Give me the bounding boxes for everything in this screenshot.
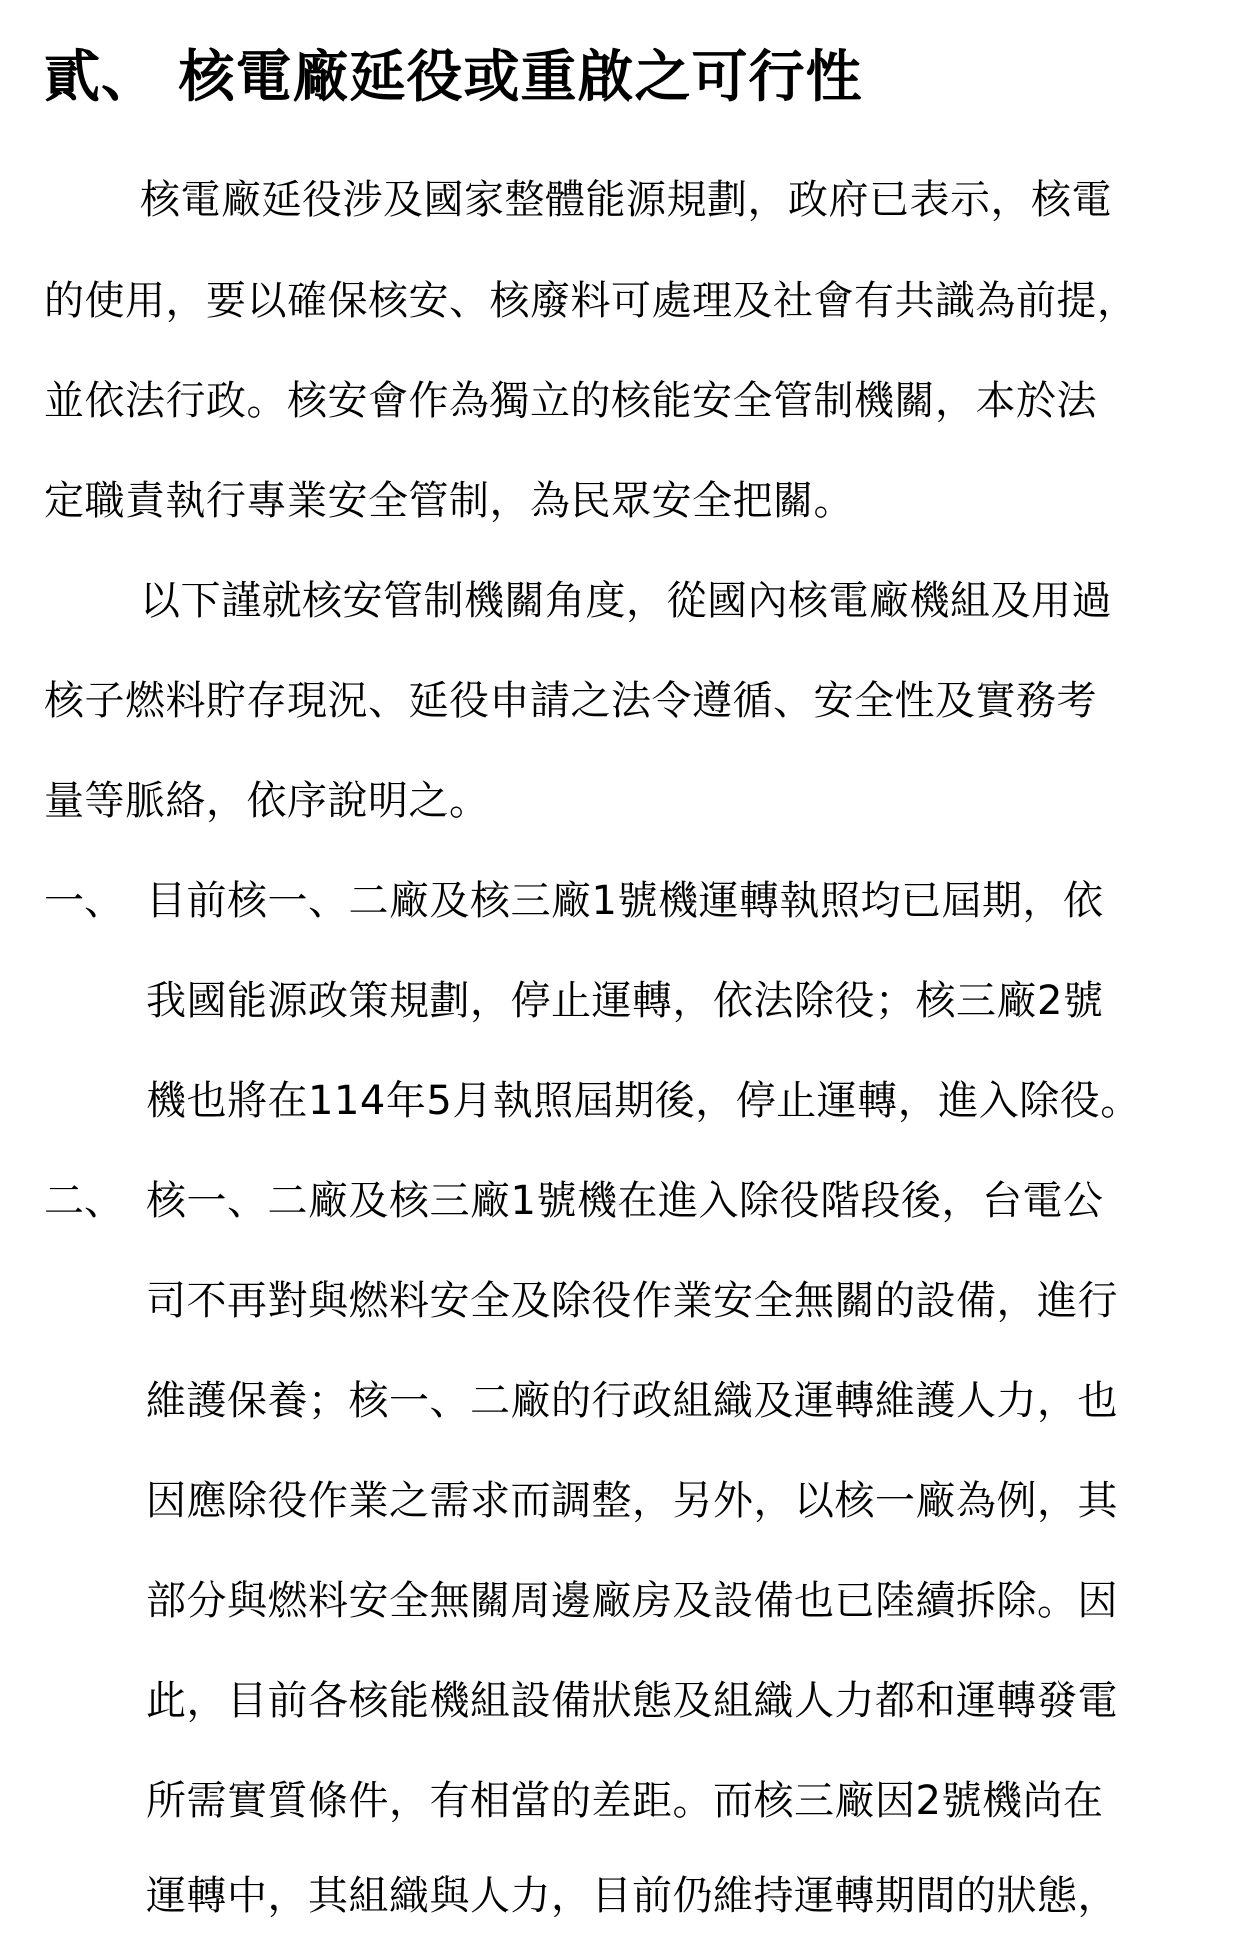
paragraph-line: 量等脈絡，依序說明之。 (44, 778, 490, 824)
list-item-line: 機也將在114年5月執照屆期後，停止運轉，進入除役。 (146, 1078, 1141, 1124)
list-item-line: 核一、二廠及核三廠1號機在進入除役階段後，台電公 (146, 1178, 1104, 1224)
paragraph-line: 核子燃料貯存現況、延役申請之法令遵循、安全性及實務考 (44, 678, 1097, 724)
list-marker: 二、 (44, 1178, 124, 1224)
list-item-line: 部分與燃料安全無關周邊廠房及設備也已陸續拆除。因 (146, 1578, 1118, 1624)
section-heading: 貳、 核電廠延役或重啟之可行性 (44, 45, 863, 110)
paragraph-line: 以下謹就核安管制機關角度，從國內核電廠機組及用過 (140, 578, 1112, 624)
paragraph-line: 並依法行政。核安會作為獨立的核能安全管制機關，本於法 (44, 378, 1097, 424)
list-item-line: 此，目前各核能機組設備狀態及組織人力都和運轉發電 (146, 1678, 1118, 1724)
list-marker: 一、 (44, 878, 124, 924)
list-item-line: 維護保養；核一、二廠的行政組織及運轉維護人力，也 (146, 1378, 1118, 1424)
list-item-line: 目前核一、二廠及核三廠1號機運轉執照均已屆期，依 (146, 878, 1104, 924)
list-item-line: 我國能源政策規劃，停止運轉，依法除役；核三廠2號 (146, 978, 1104, 1024)
paragraph-line: 核電廠延役涉及國家整體能源規劃，政府已表示，核電 (140, 177, 1112, 223)
paragraph-line: 定職責執行專業安全管制，為民眾安全把關。 (44, 478, 854, 524)
list-item-line: 因應除役作業之需求而調整，另外，以核一廠為例，其 (146, 1478, 1118, 1524)
paragraph-line: 的使用，要以確保核安、核廢料可處理及社會有共識為前提， (44, 278, 1138, 324)
list-item-line: 司不再對與燃料安全及除役作業安全無關的設備，進行 (146, 1278, 1118, 1324)
list-item-line: 所需實質條件，有相當的差距。而核三廠因2號機尚在 (146, 1778, 1104, 1824)
list-item-line: 運轉中，其組織與人力，目前仍維持運轉期間的狀態， (146, 1873, 1118, 1919)
